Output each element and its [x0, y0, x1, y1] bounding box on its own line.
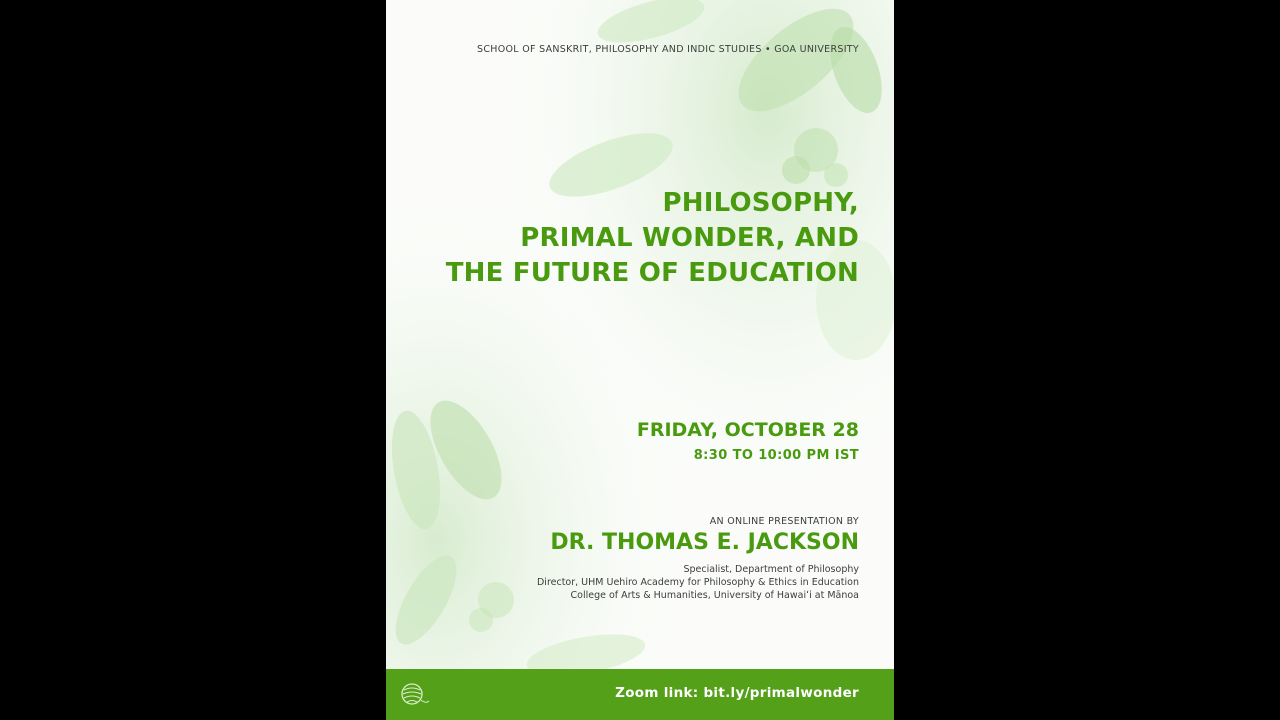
presentation-label: AN ONLINE PRESENTATION BY	[709, 516, 859, 527]
poster-title	[446, 186, 859, 291]
yarn-ball-logo-icon	[397, 679, 431, 709]
speaker-affiliations	[537, 563, 859, 602]
footer-bar	[386, 669, 894, 720]
title-line-3: THE FUTURE OF EDUCATION	[445, 258, 859, 288]
affiliation-line-1: Specialist, Department of Philosophy	[683, 564, 859, 575]
affiliation-line-2: Director, UHM Uehiro Academy for Philosophy & Ethics in Education	[536, 577, 859, 588]
affiliation-line-3: College of Arts & Humanities, University of Hawaiʻi at Mānoa	[570, 590, 859, 601]
header-school-name: SCHOOL OF SANSKRIT, PHILOSOPHY AND INDIC STUDIES • GOA UNIVERSITY	[477, 44, 859, 55]
title-line-1: PHILOSOPHY,	[662, 188, 859, 218]
event-date: FRIDAY, OCTOBER 28	[636, 419, 859, 441]
speaker-name: DR. THOMAS E. JACKSON	[550, 530, 859, 555]
zoom-link[interactable]: Zoom link: bit.ly/primalwonder	[615, 685, 859, 701]
event-time: 8:30 TO 10:00 PM IST	[693, 448, 859, 463]
event-poster	[386, 0, 894, 720]
watercolor-leaves-background	[386, 0, 894, 720]
title-line-2: PRIMAL WONDER, AND	[520, 223, 859, 253]
